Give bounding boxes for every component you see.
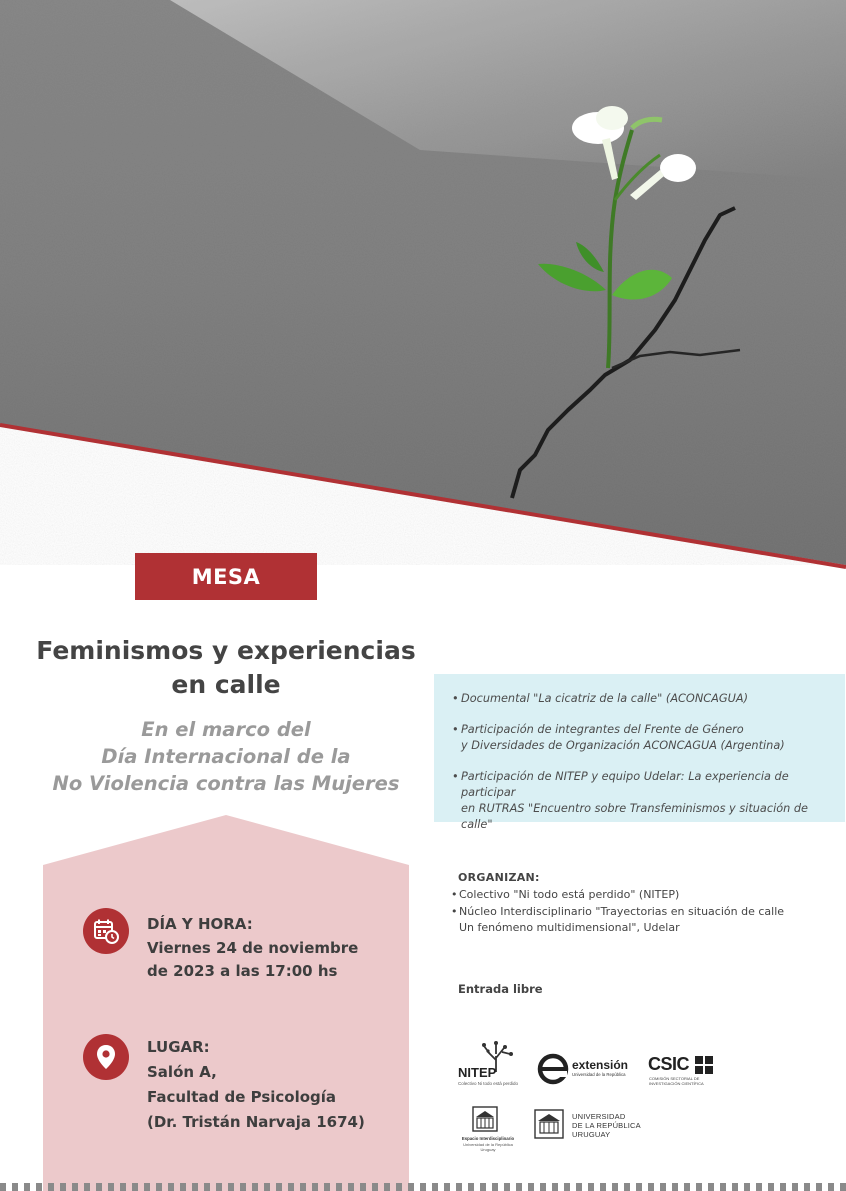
event-subtitle-line: No Violencia contra las Mujeres: [52, 772, 400, 795]
csic-squares-icon: [695, 1056, 713, 1074]
when-line: Viernes 24 de noviembre: [147, 939, 359, 957]
event-subtitle-line: En el marco del: [141, 718, 311, 741]
ei-logo-line: Uruguay: [480, 1147, 496, 1152]
when-line: de 2023 a las 17:00 hs: [147, 962, 338, 980]
csic-logo-caption: COMISIÓN SECTORIAL DE: [649, 1076, 700, 1081]
organizer-item: [451, 887, 821, 904]
event-title-line: Feminismos y experiencias: [36, 636, 416, 665]
event-type-label: MESA: [135, 553, 317, 600]
program-item-line: • Documental "La cicatriz de la calle" (ACONCAGUA): [461, 692, 749, 705]
organizer-item-line: • Colectivo "Ni todo está perdido" (NITEP): [459, 888, 680, 901]
where-line: (Dr. Tristán Narvaja 1674): [147, 1113, 365, 1131]
extension-e-icon: [537, 1053, 569, 1085]
extension-logo-name: extensión: [572, 1058, 629, 1072]
extension-logo-caption: Universidad de la República: [572, 1072, 626, 1077]
espacio-interdisciplinario-logo: [458, 1106, 518, 1156]
where-title: LUGAR:: [147, 1038, 210, 1056]
university-building-icon: [534, 1109, 564, 1139]
plant-in-crack-image: [0, 0, 846, 570]
program-box: [434, 674, 845, 831]
event-subtitle-line: Día Internacional de la: [101, 745, 351, 768]
ei-logo-line: Universidad de la República: [463, 1142, 513, 1147]
organizers-list: [451, 887, 821, 937]
nitep-logo-name: NITEP: [458, 1065, 497, 1080]
program-item-line: • Participación de NITEP y equipo Udelar: La experiencia de participar: [461, 770, 789, 799]
program-item: [452, 691, 835, 707]
udelar-logo-line: URUGUAY: [572, 1130, 611, 1139]
organizers-title: ORGANIZAN:: [458, 871, 540, 884]
program-item-line: y Diversidades de Organización ACONCAGUA (Argentina): [461, 739, 785, 752]
program-item: [452, 722, 835, 754]
where-line: Facultad de Psicología: [147, 1088, 337, 1106]
when-title: DÍA Y HORA:: [147, 915, 253, 933]
extension-logo: [537, 1053, 637, 1085]
udelar-logo-line: UNIVERSIDAD: [572, 1112, 626, 1121]
ei-logo-line: Espacio Interdisciplinario: [461, 1136, 515, 1141]
free-entry-note: Entrada libre: [458, 982, 543, 996]
program-item: [452, 769, 835, 833]
program-item-line: en RUTRAS "Encuentro sobre Transfeminismos y situación de calle": [461, 802, 808, 831]
location-pin-icon: [83, 1034, 129, 1080]
event-subtitle: [30, 716, 422, 797]
hero-photo: [0, 0, 846, 570]
csic-logo-name: CSIC: [648, 1054, 690, 1074]
nitep-logo: [456, 1038, 524, 1088]
csic-logo: [648, 1054, 718, 1086]
calendar-clock-icon: [83, 908, 129, 954]
nitep-logo-caption: Colectivo Ni todo está perdido: [458, 1081, 519, 1086]
dotted-border: [0, 1183, 846, 1191]
event-title-line: en calle: [171, 670, 281, 699]
csic-logo-caption: INVESTIGACIÓN CIENTÍFICA: [649, 1081, 704, 1086]
where-line: Salón A,: [147, 1063, 217, 1081]
organizer-item-line: Un fenómeno multidimensional", Udelar: [459, 921, 680, 934]
program-item-line: • Participación de integrantes del Frente de Género: [461, 723, 744, 736]
udelar-logo-line: DE LA REPÚBLICA: [572, 1121, 641, 1130]
event-title: [30, 634, 422, 702]
building-icon: [472, 1106, 498, 1132]
organizer-item-line: • Núcleo Interdisciplinario "Trayectorias en situación de calle: [459, 904, 785, 918]
organizer-item: [451, 904, 821, 937]
udelar-logo: [534, 1109, 644, 1143]
